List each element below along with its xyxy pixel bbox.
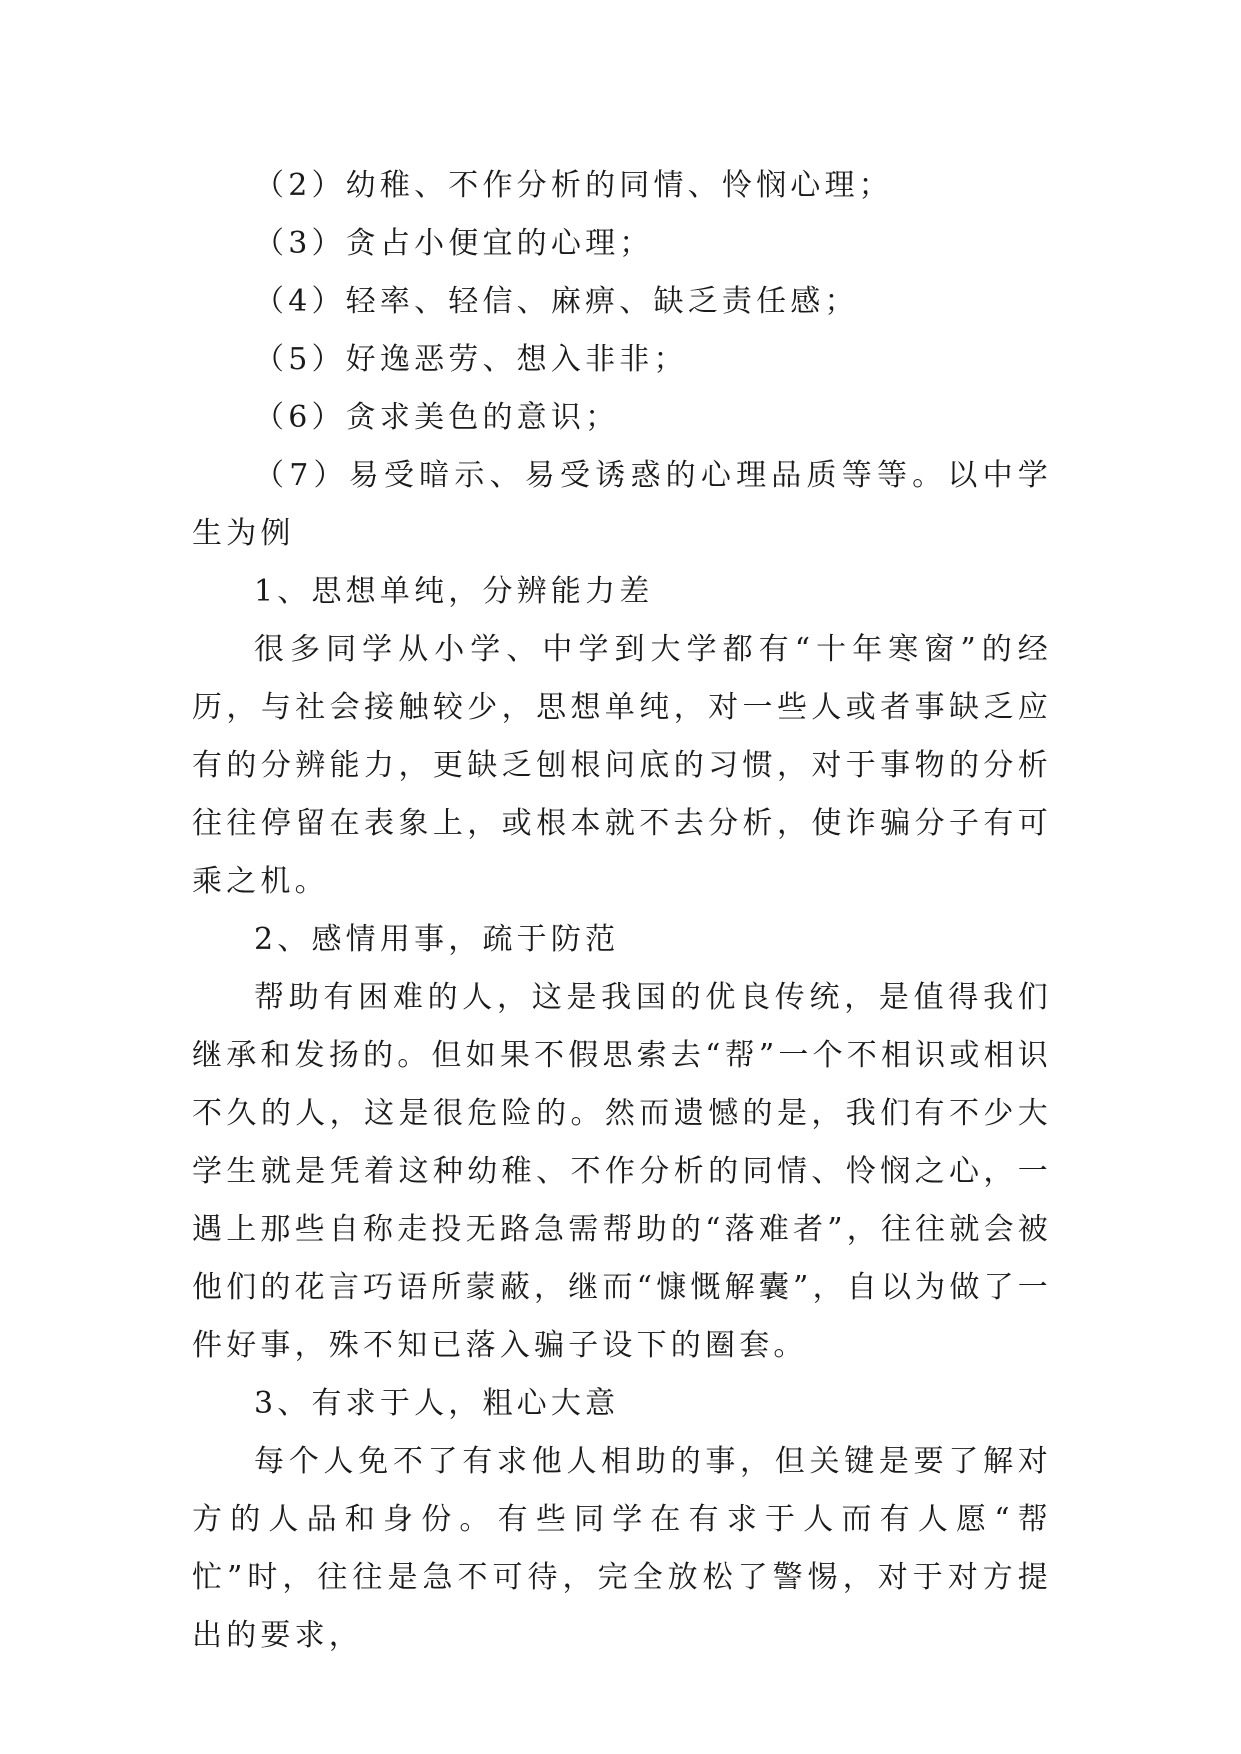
- document-body: [192, 157, 1052, 1665]
- section-heading-1: 1、思想单纯，分辨能力差: [254, 574, 654, 609]
- body-paragraph: 帮助有困难的人，这是我国的优良传统，是值得我们继承和发扬的。但如果不假思索去“帮”一个不相识或相识不久的人，这是很危险的。然而遗憾的是，我们有不少大学生就是凭着这种幼稚、不作分析的同情、怜悯之心，一遇上那些自称走投无路急需帮助的“落难者”，往往就会被他们的花言巧语所蒙蔽，继而“慷慨解囊”，自以为做了一件好事，殊不知已落入骗子设下的圈套。: [192, 980, 1052, 1363]
- section-heading-3: 3、有求于人，粗心大意: [254, 1386, 620, 1421]
- list-item-7: （7）易受暗示、易受诱惑的心理品质等等。以中学生为例: [192, 458, 1052, 551]
- body-paragraph: 很多同学从小学、中学到大学都有“十年寒窗”的经历，与社会接触较少，思想单纯，对一些人或者事缺乏应有的分辨能力，更缺乏刨根问底的习惯，对于事物的分析往往停留在表象上，或根本就不去分析，使诈骗分子有可乘之机。: [192, 632, 1052, 899]
- list-item-5: （5）好逸恶劳、想入非非；: [254, 342, 688, 377]
- list-item-2: （2）幼稚、不作分析的同情、怜悯心理；: [254, 168, 893, 203]
- list-item-4: （4）轻率、轻信、麻痹、缺乏责任感；: [254, 284, 859, 319]
- list-item-3: （3）贪占小便宜的心理；: [254, 226, 654, 261]
- section-heading-2: 2、感情用事，疏于防范: [254, 922, 620, 957]
- body-paragraph: 每个人免不了有求他人相助的事，但关键是要了解对方的人品和身份。有些同学在有求于人而有人愿“帮忙”时，往往是急不可待，完全放松了警惕，对于对方提出的要求，: [192, 1444, 1052, 1653]
- list-item-6: （6）贪求美色的意识；: [254, 400, 620, 435]
